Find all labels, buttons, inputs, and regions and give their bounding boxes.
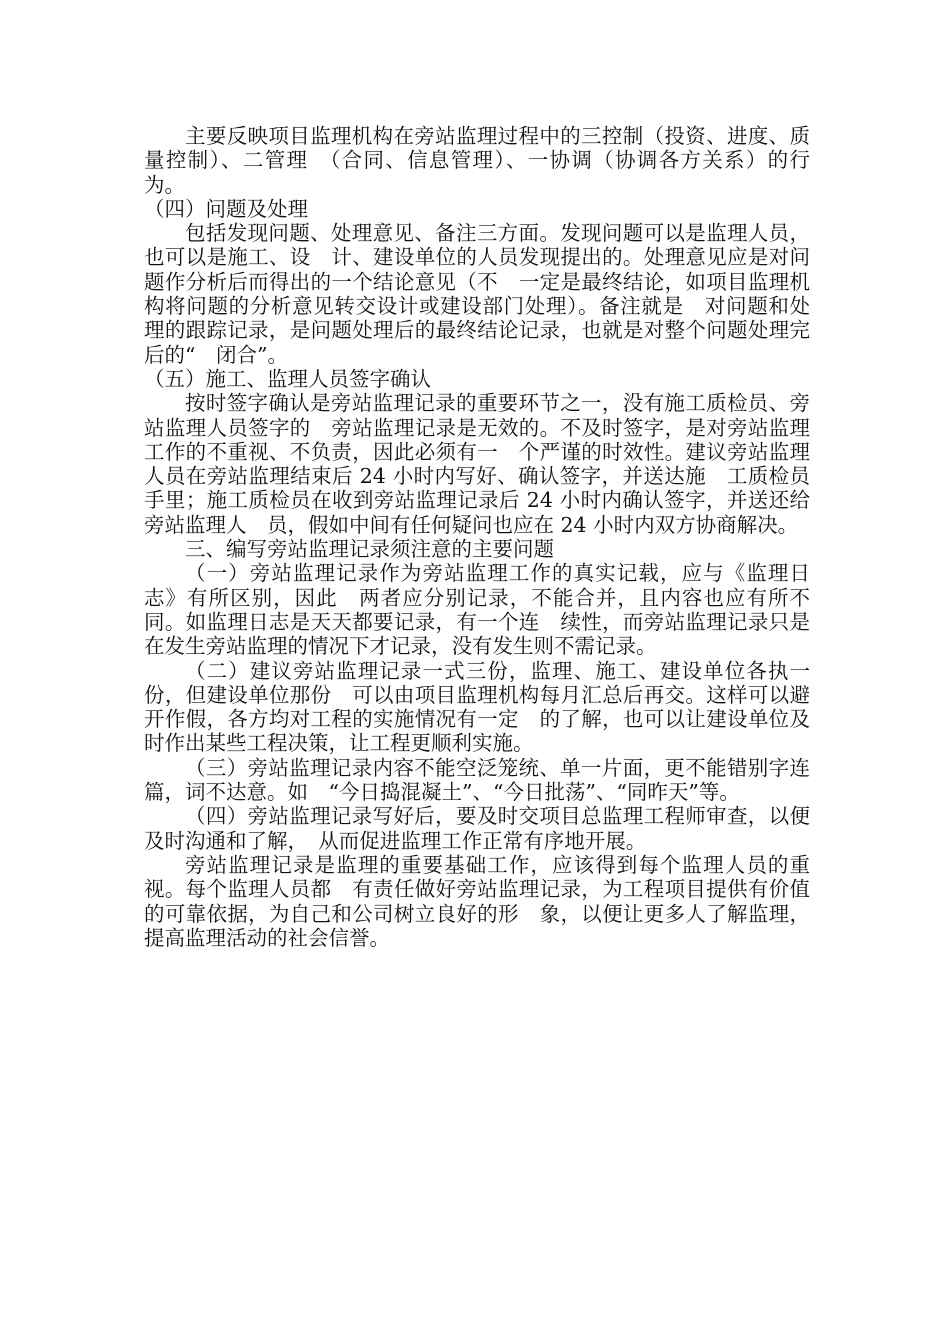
paragraph-conclusion: 旁站监理记录是监理的重要基础工作，应该得到每个监理人员的重视。每个监理人员都 有责任做好旁站监理记录，为工程项目提供有价值的可靠依据，为自己和公司树立良好的形 象，以便让更多人了解监理，提高监理活动的社会信誉。 [144,852,810,950]
paragraph-three-controls: 主要反映项目监理机构在旁站监理过程中的三控制（投资、进度、质量控制）、二管理 （合同、信息管理）、一协调（协调各方关系）的行为。 [144,124,810,197]
paragraph-signatures: 按时签字确认是旁站监理记录的重要环节之一，没有施工质检员、旁站监理人员签字的 旁站监理记录是无效的。不及时签字，是对旁站监理工作的不重视、不负责，因此必须有一 个严谨的时效性。建议旁站监理人员在旁站监理结束后 24 小时内写好、确认签字，并送达施 工质检员手里；施工质检员在收到旁站监理记录后 24 小时内确认签字，并送还给旁站监理人 员，假如中间有任何疑问也应在 24 小时内双方协商解决。 [144,391,810,537]
paragraph-item-4: （四）旁站监理记录写好后，要及时交项目总监理工程师审查，以便及时沟通和了解， 从而促进监理工作正常有序地开展。 [144,804,810,853]
section-heading-main-issues: 三、编写旁站监理记录须注意的主要问题 [185,537,554,562]
paragraph-item-2: （二）建议旁站监理记录一式三份，监理、施工、建设单位各执一份，但建设单位那份 可以由项目监理机构每月汇总后再交。这样可以避开作假，各方均对工程的实施情况有一定 的了解，也可以让建设单位及时作出某些工程决策，让工程更顺利实施。 [144,658,810,756]
section-heading-signatures: （五）施工、监理人员签字确认 [144,366,431,391]
section-heading-issues: （四）问题及处理 [144,196,308,221]
document-body [144,124,810,950]
paragraph-item-1: （一）旁站监理记录作为旁站监理工作的真实记载，应与《监理日志》有所区别，因此 两者应分别记录，不能合并，且内容也应有所不同。如监理日志是天天都要记录，有一个连 续性，而旁站监理记录只是在发生旁站监理的情况下才记录，没有发生则不需记录。 [144,561,810,659]
paragraph-item-3: （三）旁站监理记录内容不能空泛笼统、单一片面，更不能错别字连篇，词不达意。如 “今日捣混凝土”、“今日批荡”、“同昨天”等。 [144,755,810,805]
paragraph-issues: 包括发现问题、处理意见、备注三方面。发现问题可以是监理人员，也可以是施工、设 计、建设单位的人员发现提出的。处理意见应是对问题作分析后而得出的一个结论意见（不 一定是最终结论，如项目监理机构将问题的分析意见转交设计或建设部门处理）。备注就是 对问题和处理的跟踪记录，是问题处理后的最终结论记录，也就是对整个问题处理完后的“ 闭合”。 [144,221,810,367]
